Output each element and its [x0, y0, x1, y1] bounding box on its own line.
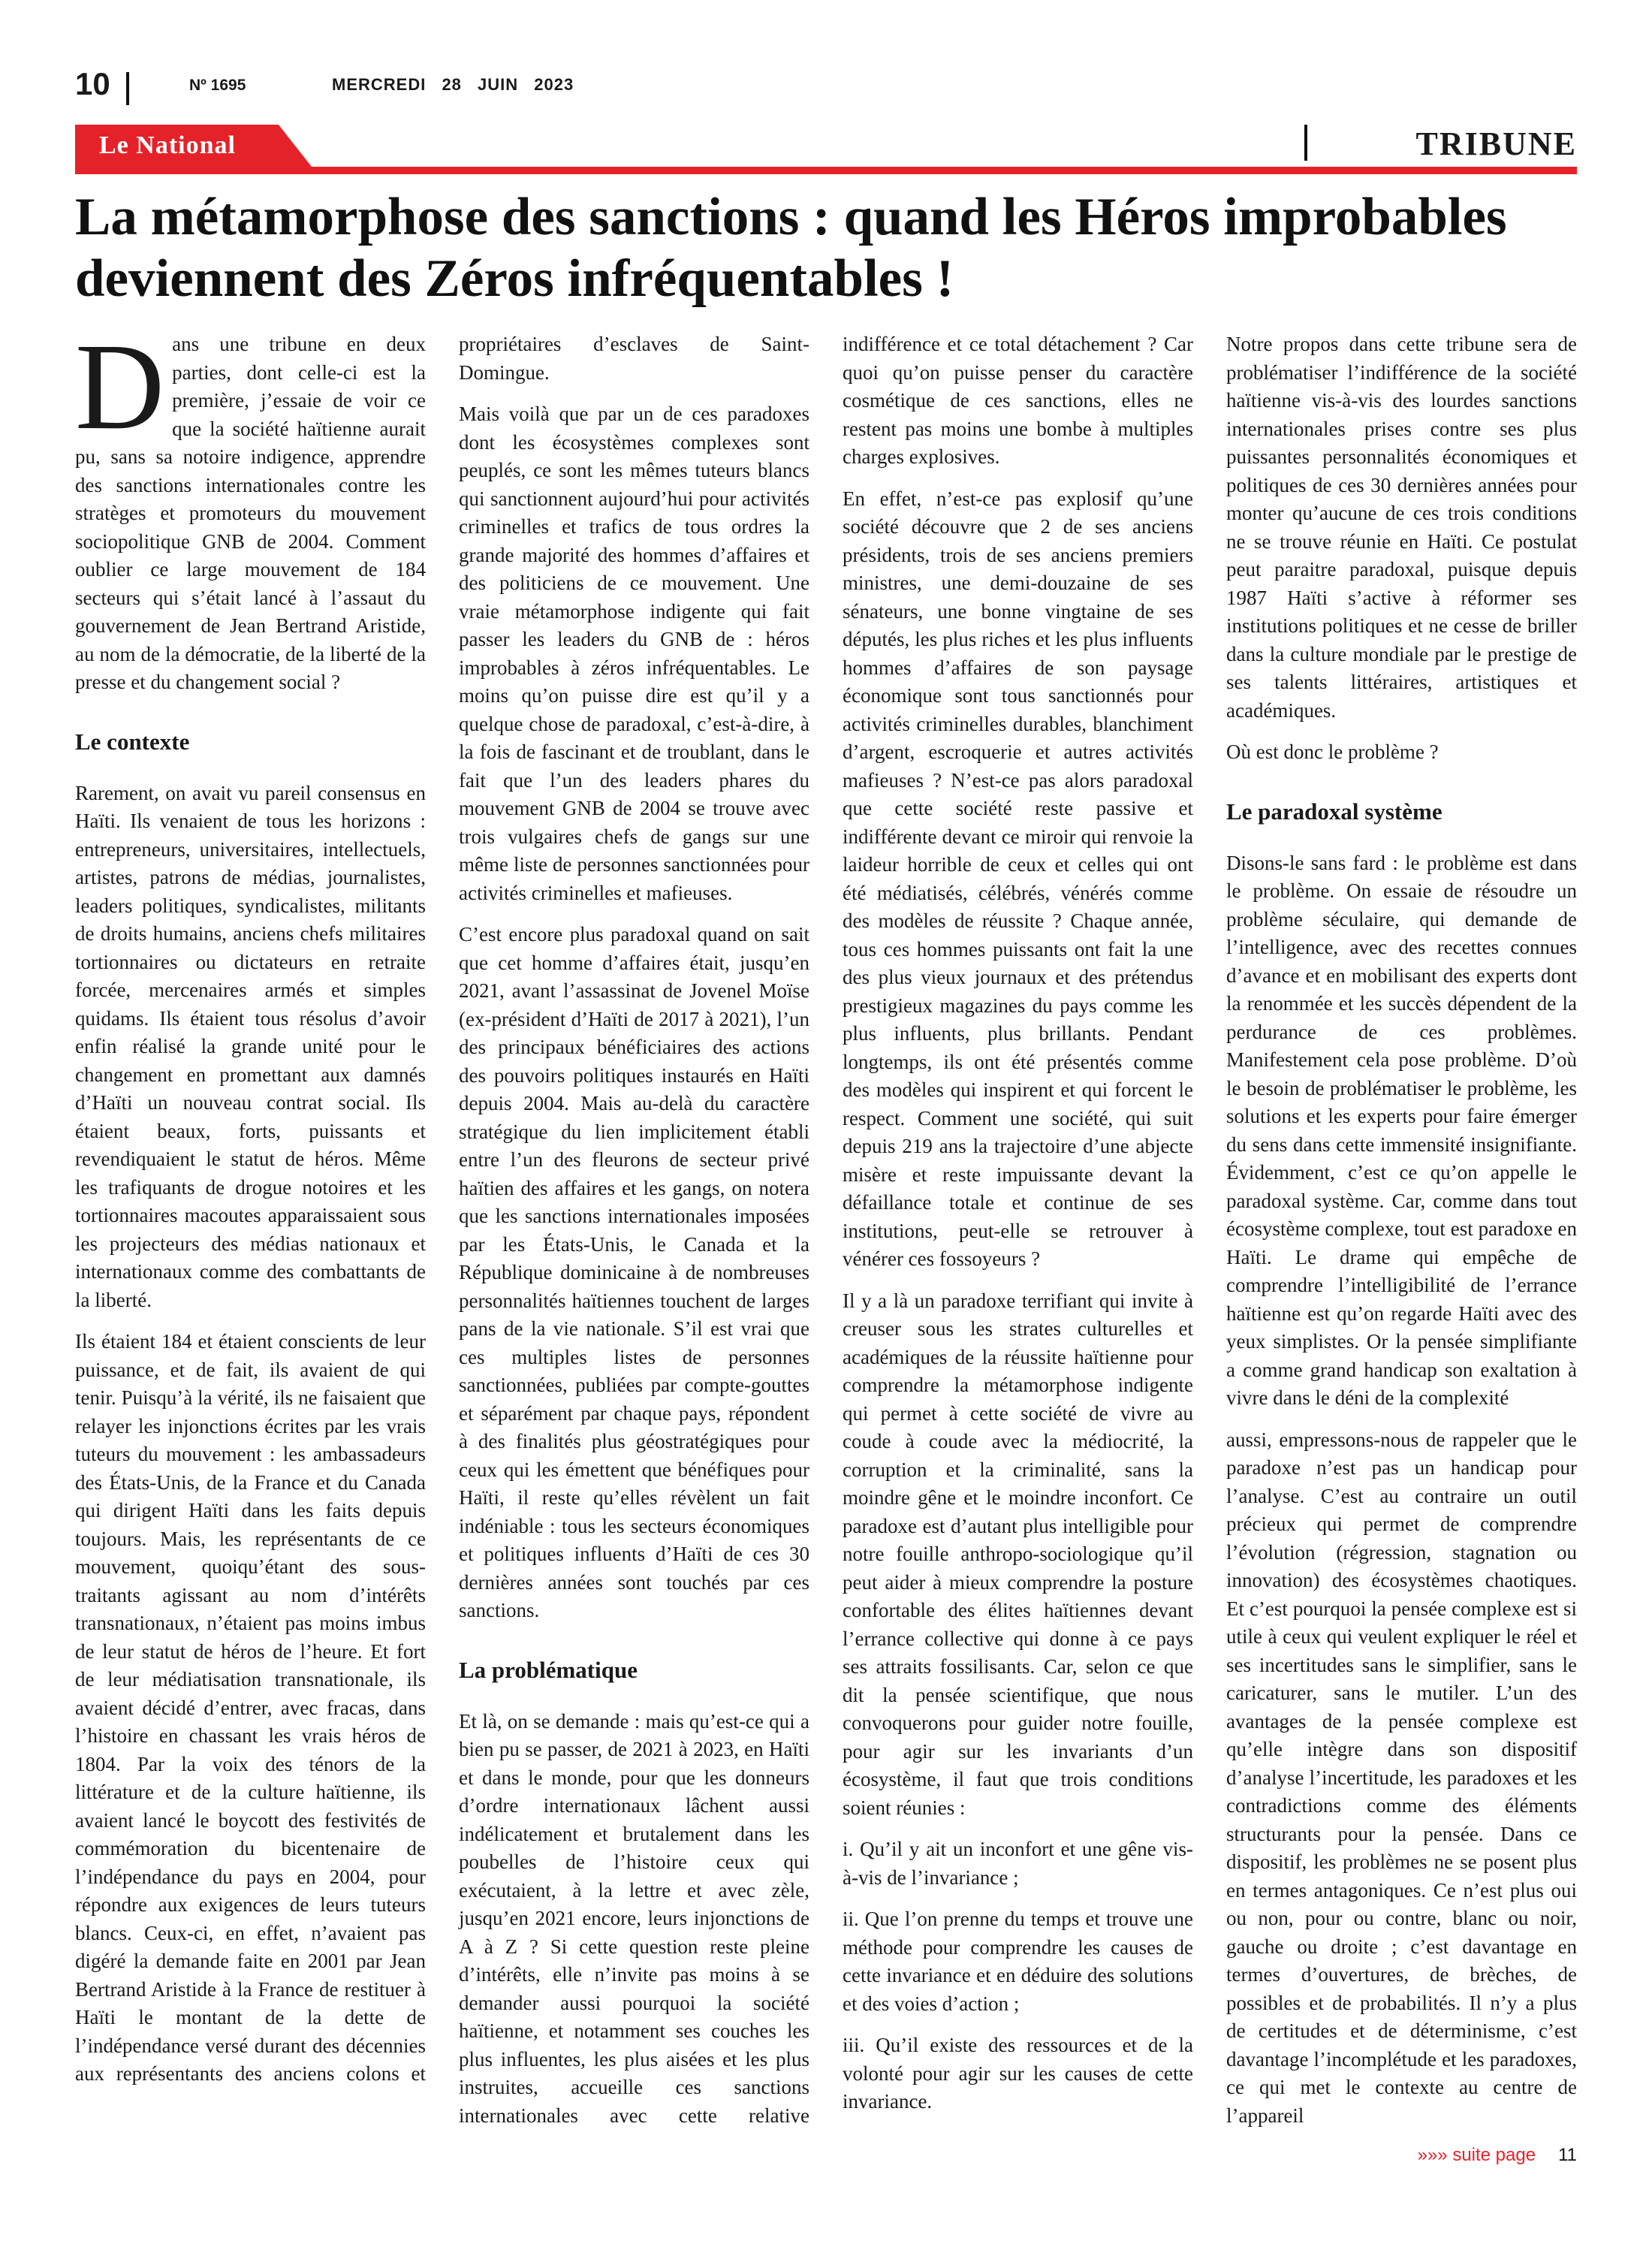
page-header: [75, 66, 1577, 111]
section-banner: [75, 125, 1577, 176]
paragraph: Rarement, on avait vu pareil consensus en Haïti. Ils venaient de tous les horizons : entrepreneurs, universitaires, intellectuels, artistes, patrons de médias, journalistes, leaders politiques, syndicalistes, militants de droits humains, anciens chefs militaires tortionnaires ou dictateurs en retraite forcée, mercenaires armés et simples quidams. Ils étaient tous résolus d’avoir enfin réalisé la grande unité pour le changement en promettant aux damnés d’Haïti un nouveau contrat social. Ils étaient beaux, forts, puissants et revendiquaient le statut de héros. Même les trafiquants de drogue notoires et les tortionnaires macoutes apparaissaient sous les projecteurs des médias nationaux et internationaux comme des combattants de la liberté.: [75, 781, 426, 1311]
article-body: [75, 318, 1577, 2140]
section-divider: [1304, 125, 1307, 161]
drop-cap: D: [75, 318, 165, 455]
page-number: 10: [75, 66, 110, 101]
list-item-i: i. Qu’il y ait un inconfort et une gêne vis-à-vis de l’invariance ;: [843, 1838, 1193, 1889]
red-rule: [75, 167, 1577, 174]
subheading-contexte: Le contexte: [75, 728, 190, 755]
paragraph: Il y a là un paradoxe terrifiant qui invite à creuser sous les strates culturelles et académiques de la réussite haïtienne pour comprendre la métamorphose indigente qui permet à cette société de vivre au coude à coude avec la médiocrité, la corruption et la criminalité, sans la moindre gêne et le moindre inconfort. Ce paradoxe est d’autant plus intelligible pour notre fouille anthropo-sociologique qu’il peut aider à mieux comprendre la posture confortable des élites haïtiennes devant l’errance collective qui donne à ce pays ses attraits fossilisants. Car, selon ce que dit la pensée scientifique, que nous convoquerons pour guider notre fouille, pour agir sur les invariants d’un écosystème, il faut que trois conditions soient réunies :: [843, 1289, 1193, 1819]
paragraph: Et là, on se demande : mais qu’est-ce qui a bien pu se passer, de 2021 à 2023, en Haïti et dans le monde, pour que les donneurs d’ordre internationaux lâchent aussi indélicatement et brutalement dans les poubelles de l’histoire ceux qui exécutaient, à la lettre et avec zèle, jusqu’en 2021 encore, leurs injonctions de A à Z ? Si cette question reste pleine d’intérêts, elle n’invite pas moins à se demander aussi pourquoi la société haïtienne, et notamment ses couches les plus influentes, les plus aisées et les plus instruites, accueille ces sanctions internationales avec cette relative indifférence et ce total détachement ? Car quoi qu’on puisse penser du caractère cosmétique de ces sanctions, elles ne restent pas moins une bombe à multiples charges explosives.: [459, 333, 1193, 2127]
paragraph-intro: [75, 318, 426, 697]
section-title: TRIBUNE: [1415, 125, 1577, 162]
list-item-iii: iii. Qu’il existe des ressources et de la volonté pour agir sur les causes de cette invariance.: [843, 2034, 1193, 2113]
paragraph: En effet, n’est-ce pas explosif qu’une société découvre que 2 de ses anciens présidents, trois de ses anciens premiers ministres, une demi-douzaine de ses sénateurs, une bonne vingtaine de ses députés, les plus riches et les plus influents hommes d’affaires de son paysage économique sont tous sanctionnés pour activités criminelles durables, blanchiment d’argent, escroquerie et autres activités mafieuses ? N’est-ce pas alors paradoxal que cette société reste passive et indifférente devant ce miroir qui renvoie la laideur horrible de ceux et celles qui ont été médiatisés, célébrés, vénérés comme des modèles de réussite ? Chaque année, tous ces hommes puissants ont fait la une des plus vieux journaux et des prétendus prestigieux magazines du pays comme les plus influents, plus brillants. Pendant longtemps, ils ont été présentés comme des modèles qui inspirent et qui forcent le respect. Comment une société, qui suit depuis 219 ans la trajectoire d’une abjecte misère et reste impuissante devant la défaillance totale et continue de ses institutions, peut-elle se retrouver à vénérer ces fossoyeurs ?: [843, 487, 1193, 1270]
issue-number: Nº 1695: [189, 77, 246, 94]
brand-logo: Le National: [99, 131, 236, 159]
headline: La métamorphose des sanctions : quand les Héros improbables deviennent des Zéros infréquentables !: [75, 188, 1507, 308]
paragraph: Notre propos dans cette tribune sera de problématiser l’indifférence de la société haïtienne vis-à-vis des lourdes sanctions internationales prises contre ses plus puissantes personnalités économiques et politiques de ces 30 dernières années pour monter qu’aucune de ces trois conditions ne se trouve réunie en Haïti. Ce postulat peut paraitre paradoxal, puisque depuis 1987 Haïti s’active à réformer ses institutions politiques et ne cesse de briller dans la culture mondiale par le prestige de ses talents littéraires, artistiques et académiques.: [1226, 333, 1577, 722]
continued-note: [1418, 2145, 1577, 2166]
continued-link[interactable]: »»» suite page: [1417, 2145, 1536, 2165]
paragraph: Disons-le sans fard : le problème est dans le problème. On essaie de résoudre un problème séculaire, qui demande de l’intelligence, avec des recettes connues d’avance et en mobilisant des experts dont la renommée et les succès dépendent de la perdurance de ces problèmes. Manifestement cela pose problème. D’où le besoin de problématiser le problème, les solutions et les experts pour faire émerger du sens dans cette immensité insignifiante. Évidemment, c’est ce qu’on appelle le paradoxal système. Car, comme dans tout écosystème complexe, tout est paradoxe en Haïti. Le drame qui empêche de comprendre l’intelligibilité de l’errance haïtienne est qu’on regarde Haïti avec des yeux simplistes. Or la pensée simplifiante a comme grand handicap son exaltation à vivre dans le déni de la complexité: [1226, 851, 1577, 1409]
next-page-number: 11: [1558, 2145, 1577, 2165]
paragraph-intro-text: ans une tribune en deux parties, dont celle-ci est la première, j’essaie de voir ce que la société haïtienne aurait pu, sans sa notoire indigence, apprendre des sanctions internationales contre les stratèges et promoteurs du mouvement sociopolitique GNB de 2004. Comment oublier ce large mouvement de 184 secteurs qui s’était lancé à l’assaut du gouvernement de Jean Bertrand Aristide, au nom de la démocratie, de la liberté de la presse et du changement social ?: [75, 333, 426, 693]
issue-date: MERCREDI 28 JUIN 2023: [332, 75, 574, 94]
list-item-ii: ii. Que l’on prenne du temps et trouve une méthode pour comprendre les causes de cette invariance et en déduire des solutions et des voies d’action ;: [843, 1908, 1193, 2015]
paragraph: aussi, empressons-nous de rappeler que le paradoxe n’est pas un handicap pour l’analyse. C’est au contraire un outil précieux qui permet de comprendre l’évolution (régression, stagnation ou innovation) des écosystèmes chaotiques. Et c’est pourquoi la pensée complexe est si utile à ceux qui veulent expliquer le réel et ses incertitudes sans le simplifier, sans le caricaturer, sans le mutiler. L’un des avantages de la pensée complexe est qu’elle intègre dans son dispositif d’analyse l’incertitude, les paradoxes et les contradictions comme des éléments structurants pour la pensée. Dans ce dispositif, les problèmes ne se posent plus en termes antagoniques. Ce n’est plus oui ou non, pour ou contre, blanc ou noir, gauche ou droite ; c’est davantage en termes d’ouvertures, de brèches, de possibles et de probabilités. Il n’y a plus de certitudes et de déterminisme, c’est davantage l’incomplétude et les paradoxes, ce qui met le contexte au centre de l’appareil: [1226, 1428, 1577, 2127]
subheading-paradoxal-systeme: Le paradoxal système: [1226, 798, 1442, 825]
paragraph: Mais voilà que par un de ces paradoxes dont les écosystèmes complexes sont peuplés, ce sont les mêmes tuteurs blancs qui sanctionnent aujourd’hui pour activités criminelles et trafics de tous ordres la grande majorité des hommes d’affaires et des politiciens de ce mouvement. Une vraie métamorphose indigente qui fait passer les leaders du GNB de : héros improbables à zéros infréquentables. Le moins qu’on puisse dire est qu’il y a quelque chose de paradoxal, c’est-à-dire, à la fois de fascinant et de troublant, dans le fait que l’un des leaders phares du mouvement GNB de 2004 se trouve avec trois vulgaires chefs de gangs sur une même liste de personnes sanctionnées pour activités criminelles et mafieuses.: [459, 403, 809, 904]
paragraph: Ils étaient 184 et étaient conscients de leur puissance, et de fait, ils avaient de qui tenir. Puisqu’à la vérité, ils ne faisaient que relayer les injonctions écrites par les vrais tuteurs du mouvement : les ambassadeurs des États-Unis, de la France et du Canada qui dirigent Haïti dans les faits depuis toujours. Mais, les représentants de ce mouvement, quoiqu’étant des sous-traitants agissant au nom d’intérêts transnationaux, n’étaient pas moins imbus de leur statut de héros de l’heure. Et fort de leur médiatisation transnationale, ils avaient décidé d’entrer, avec fracas, dans l’histoire en chassant les vrais héros de 1804. Par la voix des ténors de la littérature et de la culture haïtienne, ils avaient lancé le boycott des festivités de commémoration du bicentenaire de l’indépendance du pays en 2004, pour répondre aux exigences de leurs tuteurs blancs. Ceux-ci, en effet, n’avaient pas digéré la demande faite en 2001 par Jean Bertrand Aristide à la France de restituer à Haïti le montant de la dette de l’indépendance versé durant des décennies aux représentants des anciens colons et propriétaires d’esclaves de Saint-Domingue.: [75, 333, 809, 2085]
page-number-divider: [126, 72, 129, 105]
paragraph: Où est donc le problème ?: [1226, 740, 1439, 763]
paragraph: C’est encore plus paradoxal quand on sait que cet homme d’affaires était, jusqu’en 2021, avant l’assassinat de Jovenel Moïse (ex-président d’Haïti de 2017 à 2021), l’un des principaux bénéficiaires des actions des pouvoirs politiques instaurés en Haïti depuis 2004. Mais au-delà du caractère stratégique du lien implicitement établi entre l’un des fleurons de secteur privé haïtien des affaires et les gangs, on notera que les sanctions internationales imposées par les États-Unis, le Canada et la République dominicaine à de nombreuses personnalités haïtiennes touchent de larges pans de la vie nationale. S’il est vrai que ces multiples listes de personnes sanctionnées, publiées par compte-gouttes et séparément par chaque pays, répondent à des finalités plus géostratégiques pour ceux qui les émettent que bénéfiques pour Haïti, il reste qu’elles révèlent un fait indéniable : tous les secteurs économiques et politiques influents d’Haïti de ces 30 dernières années sont touchés par ces sanctions.: [459, 923, 809, 1621]
subheading-problematique: La problématique: [459, 1656, 638, 1683]
